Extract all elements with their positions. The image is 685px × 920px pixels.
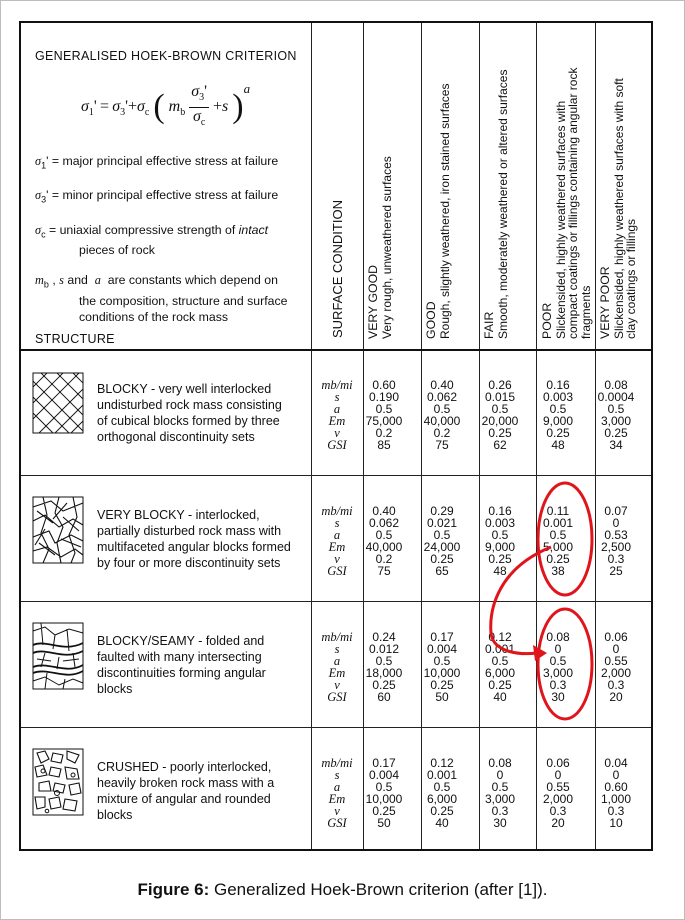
value-cell: 0	[612, 768, 620, 782]
structure-description: BLOCKY/SEAMY - folded and faulted with many intersecting discontinuities forming angular blocks	[97, 634, 266, 696]
value-cell: 85	[377, 438, 391, 452]
value-cell: 0.3	[607, 552, 625, 566]
value-cell: 0.5	[491, 402, 509, 416]
value-cell: 18,000	[365, 666, 403, 680]
value-cell: 3,000	[484, 792, 516, 806]
value-cell: 0.004	[368, 768, 400, 782]
value-cell: 1,000	[600, 792, 632, 806]
definition-constants: $m_b$ , s and a are constants which depend on the composition, structure and surface conditions of the rock mass	[35, 273, 288, 324]
value-cell: 0.0004	[597, 390, 635, 404]
value-cell: 0.60	[604, 780, 628, 794]
value-cell: 0.5	[491, 528, 509, 542]
value-cell: 0.25	[546, 426, 570, 440]
value-cell: 25	[609, 564, 623, 578]
value-cell: 10,000	[423, 666, 461, 680]
parameter-label: GSI	[327, 690, 347, 704]
value-cell: 3,000	[600, 414, 632, 428]
value-cell: 0.5	[433, 780, 451, 794]
value-cell: 5,000	[542, 540, 574, 554]
parameter-label: ν	[334, 678, 340, 692]
value-cell: 0.5	[375, 780, 393, 794]
value-cell: 6,000	[426, 792, 458, 806]
value-cell: 2,000	[542, 792, 574, 806]
value-cell: 0.11	[546, 504, 570, 518]
definition-sigma1: $\sigma_1'$ = major principal effective stress at failure	[35, 154, 279, 171]
caption-label: Figure 6:	[137, 880, 210, 899]
parameter-label: s	[334, 516, 340, 530]
value-cell: 0.3	[607, 678, 625, 692]
value-cell: 40	[493, 690, 507, 704]
parameter-label: a	[333, 654, 341, 668]
parameter-label: a	[333, 528, 341, 542]
parameter-label: s	[334, 642, 340, 656]
value-cell: 0.06	[604, 630, 628, 644]
parameter-label: Em	[328, 414, 346, 428]
value-cell: 75	[435, 438, 449, 452]
parameter-label: ν	[334, 804, 340, 818]
value-cell: 0.25	[488, 552, 512, 566]
value-cell: 0.2	[375, 552, 393, 566]
value-cell: 0.003	[542, 390, 574, 404]
condition-description: Slickensided, highly weathered surfaces with soft clay coatings or fillings	[611, 78, 638, 339]
parameter-label: Em	[328, 792, 346, 806]
caption-text: Generalized Hoek-Brown criterion (after [1]).	[209, 880, 548, 899]
value-cell: 0.17	[372, 756, 396, 770]
value-cell: 0.5	[433, 402, 451, 416]
value-cell: 30	[493, 816, 507, 830]
condition-description: Rough, slightly weathered, iron stained surfaces	[437, 83, 452, 339]
definition-sigma3: $\sigma_3'$ = minor principal effective stress at failure	[35, 188, 279, 205]
value-cell: 34	[609, 438, 623, 452]
parameter-label: a	[333, 780, 341, 794]
parameter-label: mb/mi	[321, 504, 353, 518]
annotation-overlay	[21, 23, 655, 853]
value-cell: 9,000	[542, 414, 574, 428]
parameter-label: Em	[328, 540, 346, 554]
highlight-ellipse	[538, 483, 592, 595]
value-cell: 0.08	[546, 630, 570, 644]
criterion-title: GENERALISED HOEK-BROWN CRITERION	[35, 49, 297, 63]
value-cell: 0.062	[368, 516, 400, 530]
value-cell: 62	[493, 438, 507, 452]
value-cell: 0.25	[430, 678, 454, 692]
value-cell: 20	[551, 816, 565, 830]
value-cell: 0.06	[546, 756, 570, 770]
value-cell: 0.004	[426, 642, 458, 656]
value-cell: 0.40	[430, 378, 454, 392]
value-cell: 0.5	[607, 402, 625, 416]
value-cell: 65	[435, 564, 449, 578]
value-cell: 0.25	[488, 678, 512, 692]
value-cell: 0.5	[549, 654, 567, 668]
value-cell: 2,500	[600, 540, 632, 554]
value-cell: 0.190	[368, 390, 400, 404]
value-cell: 0.55	[546, 780, 570, 794]
value-cell: 0.25	[372, 804, 396, 818]
parameter-label: GSI	[327, 564, 347, 578]
value-cell: 0.3	[491, 804, 509, 818]
value-cell: 38	[551, 564, 565, 578]
value-cell: 0.003	[484, 516, 516, 530]
value-cell: 0.5	[375, 528, 393, 542]
value-cell: 0.001	[426, 768, 458, 782]
parameter-label: GSI	[327, 816, 347, 830]
condition-name: GOOD	[424, 301, 438, 339]
value-cell: 2,000	[600, 666, 632, 680]
structure-label: STRUCTURE	[35, 332, 115, 346]
value-cell: 0.53	[604, 528, 628, 542]
condition-name: FAIR	[482, 311, 496, 339]
value-cell: 0.04	[604, 756, 628, 770]
parameter-label: mb/mi	[321, 378, 353, 392]
surface-condition-label: SURFACE CONDITION	[330, 200, 345, 338]
condition-name: POOR	[540, 302, 554, 339]
value-cell: 0.26	[488, 378, 512, 392]
value-cell: 0.2	[433, 426, 451, 440]
value-cell: 20	[609, 690, 623, 704]
value-cell: 0.25	[372, 678, 396, 692]
value-cell: 0.40	[372, 504, 396, 518]
value-cell: 0	[554, 642, 562, 656]
value-cell: 9,000	[484, 540, 516, 554]
value-cell: 48	[551, 438, 565, 452]
value-cell: 0.24	[372, 630, 396, 644]
condition-description: Smooth, moderately weathered or altered surfaces	[495, 69, 510, 339]
parameter-label: mb/mi	[321, 630, 353, 644]
value-cell: 40,000	[423, 414, 461, 428]
value-cell: 60	[377, 690, 391, 704]
condition-description: Very rough, unweathered surfaces	[379, 156, 394, 339]
structure-description: VERY BLOCKY - interlocked, partially disturbed rock mass with multifaceted angular blocks formed by four or more discontinuity sets	[97, 508, 291, 570]
value-cell: 20,000	[481, 414, 519, 428]
value-cell: 0.5	[375, 654, 393, 668]
value-cell: 0.062	[426, 390, 458, 404]
value-cell: 0.12	[430, 756, 454, 770]
value-cell: 0.16	[546, 378, 570, 392]
value-cell: 40,000	[365, 540, 403, 554]
value-cell: 0.012	[368, 642, 400, 656]
parameter-label: Em	[328, 666, 346, 680]
parameter-label: ν	[334, 552, 340, 566]
parameter-label: s	[334, 768, 340, 782]
value-cell: 0.60	[372, 378, 396, 392]
value-cell: 0	[612, 516, 620, 530]
value-cell: 0.25	[488, 426, 512, 440]
value-cell: 0.08	[488, 756, 512, 770]
value-cell: 0.17	[430, 630, 454, 644]
value-cell: 0.5	[433, 654, 451, 668]
value-cell: 0.5	[491, 780, 509, 794]
value-cell: 0.5	[433, 528, 451, 542]
formula: $\sigma_1' = \sigma_3'+\sigma_c$ ( $m_b$ $\frac{\sigma_3'}{\sigma_c}$ +s )$^a$	[81, 81, 251, 129]
value-cell: 6,000	[484, 666, 516, 680]
parameter-label: GSI	[327, 438, 347, 452]
value-cell: 0.07	[604, 504, 628, 518]
condition-name: VERY POOR	[598, 266, 612, 339]
value-cell: 24,000	[423, 540, 461, 554]
value-cell: 50	[435, 690, 449, 704]
value-cell: 0.08	[604, 378, 628, 392]
value-cell: 40	[435, 816, 449, 830]
value-cell: 10	[609, 816, 623, 830]
parameter-label: ν	[334, 426, 340, 440]
value-cell: 0.001	[484, 642, 516, 656]
value-cell: 0.25	[546, 552, 570, 566]
value-cell: 0.3	[549, 804, 567, 818]
value-cell: 0.5	[549, 402, 567, 416]
value-cell: 0.5	[375, 402, 393, 416]
value-cell: 0.3	[549, 678, 567, 692]
parameter-label: s	[334, 390, 340, 404]
value-cell: 0.5	[491, 654, 509, 668]
value-cell: 50	[377, 816, 391, 830]
hoek-brown-table	[19, 21, 653, 851]
value-cell: 0.25	[430, 804, 454, 818]
condition-description: Slickensided, highly weathered surfaces with compact coatings or fillings containing angular rock fragments	[553, 67, 593, 339]
value-cell: 0.2	[375, 426, 393, 440]
value-cell: 0.015	[484, 390, 516, 404]
definition-sigmac: $\sigma_c$ = uniaxial compressive strength of intact pieces of rock	[35, 222, 269, 258]
value-cell: 0	[496, 768, 504, 782]
value-cell: 75,000	[365, 414, 403, 428]
structure-description: BLOCKY - very well interlocked undisturbed rock mass consisting of cubical blocks formed by three orthogonal discontinuity sets	[97, 382, 282, 444]
value-cell: 30	[551, 690, 565, 704]
value-cell: 48	[493, 564, 507, 578]
value-cell: 3,000	[542, 666, 574, 680]
value-cell: 10,000	[365, 792, 403, 806]
value-cell: 0.3	[607, 804, 625, 818]
value-cell: 0	[554, 768, 562, 782]
value-cell: 0	[612, 642, 620, 656]
value-cell: 0.12	[488, 630, 512, 644]
parameter-label: a	[333, 402, 341, 416]
parameter-label: mb/mi	[321, 756, 353, 770]
condition-name: VERY GOOD	[366, 264, 380, 339]
value-cell: 0.001	[542, 516, 574, 530]
value-cell: 0.021	[426, 516, 458, 530]
figure-caption	[0, 880, 685, 900]
structure-description: CRUSHED - poorly interlocked, heavily broken rock mass with a mixture of angular and rounded blocks	[97, 760, 275, 822]
highlight-ellipse	[538, 609, 592, 719]
value-cell: 0.5	[549, 528, 567, 542]
value-cell: 0.25	[604, 426, 628, 440]
value-cell: 0.55	[604, 654, 628, 668]
value-cell: 0.25	[430, 552, 454, 566]
value-cell: 0.29	[430, 504, 454, 518]
value-cell: 75	[377, 564, 391, 578]
value-cell: 0.16	[488, 504, 512, 518]
